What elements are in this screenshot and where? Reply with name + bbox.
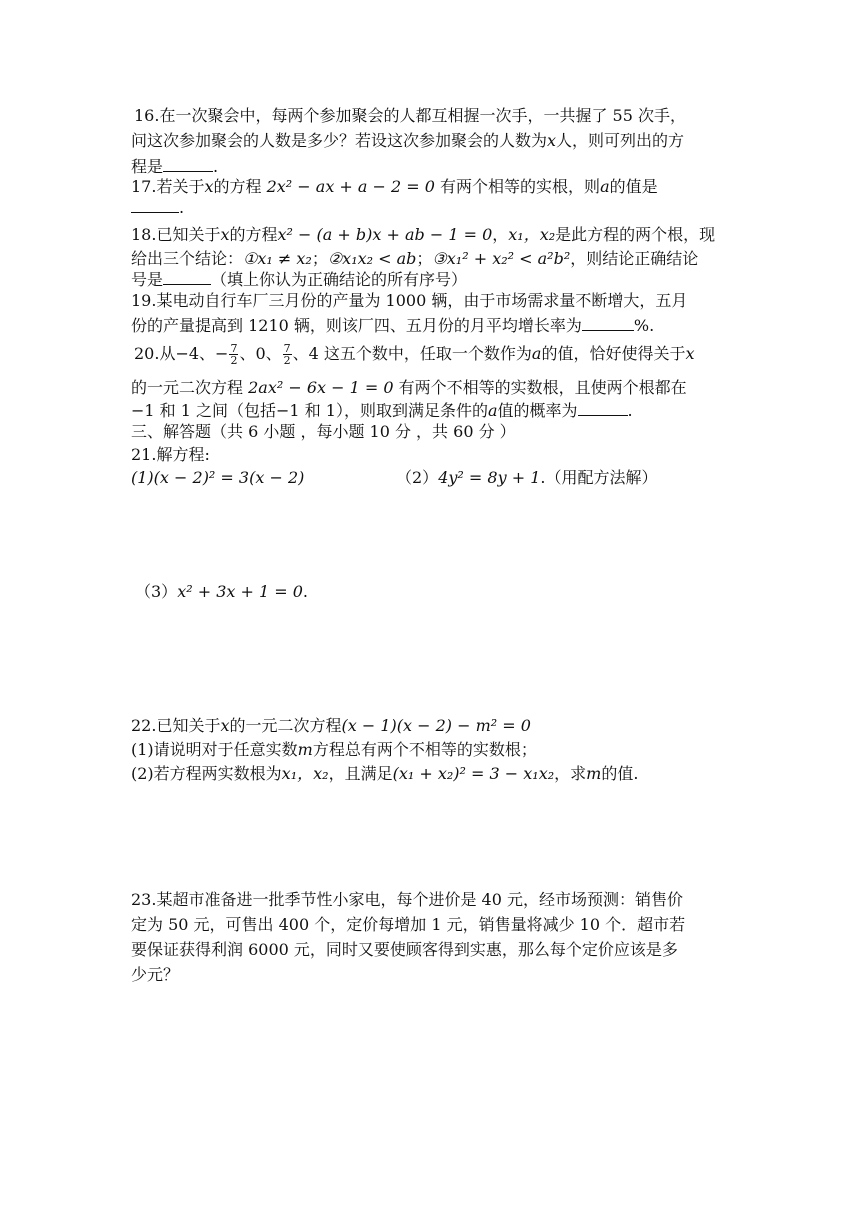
- q22-line2: (1)请说明对于任意实数m方程总有两个不相等的实数根；: [131, 740, 537, 759]
- q23-line4: 少元？: [131, 965, 180, 984]
- q18-line1: 18.已知关于x的方程x² − (a + b)x + ab − 1 = 0，x₁，x₂是此方程的两个根，现: [131, 225, 716, 244]
- q18-line2: 给出三个结论：①x₁ ≠ x₂；②x₁x₂ < ab；③x₁² + x₂² < a²b²，则结论正确结论: [131, 249, 699, 268]
- q16-line3: 程是 .: [131, 157, 219, 176]
- q17-line1: 17.若关于x的方程 2x² − ax + a − 2 = 0 有两个相等的实根，则a的值是: [131, 177, 658, 196]
- section-heading: 三、解答题（共 6 小题 ，每小题 10 分 ，共 60 分 ）: [131, 422, 516, 441]
- q23-line2: 定为 50 元，可售出 400 个，定价每增加 1 元，销售量将减少 10 个．超市若: [131, 915, 686, 934]
- q21-part1: (1)(x − 2)² = 3(x − 2): [131, 468, 305, 487]
- q20-line2: 的一元二次方程 2ax² − 6x − 1 = 0 有两个不相等的实数根，且使两个根都在: [131, 378, 687, 397]
- q22-line1: 22.已知关于x的一元二次方程(x − 1)(x − 2) − m² = 0: [131, 716, 531, 735]
- answer-blank[interactable]: [131, 196, 179, 213]
- q21-title: 21.解方程:: [131, 445, 210, 464]
- q21-part2: （2）4y² = 8y + 1.（用配方法解）: [396, 468, 658, 487]
- answer-blank[interactable]: [163, 268, 211, 285]
- fraction: $\frac{7}{2}$: [283, 342, 291, 367]
- q23-line1: 23.某超市准备进一批季节性小家电，每个进价是 40 元，经市场预测：销售价: [131, 890, 683, 909]
- answer-blank[interactable]: [578, 399, 628, 416]
- q16-line2: 问这次参加聚会的人数是多少？若设这次参加聚会的人数为x人，则可列出的方: [131, 131, 685, 150]
- q22-line3: (2)若方程两实数根为x₁，x₂，且满足(x₁ + x₂)² = 3 − x₁x₂，求m的值.: [131, 764, 639, 783]
- q23-line3: 要保证获得利润 6000 元，同时又要使顾客得到实惠，那么每个定价应该是多: [131, 940, 678, 959]
- fraction: $\frac{7}{2}$: [230, 342, 238, 367]
- answer-blank[interactable]: [582, 314, 634, 331]
- answer-blank[interactable]: [163, 155, 213, 172]
- q19-line2: 份的产量提高到 1210 辆，则该厂四、五月份的月平均增长率为 %.: [131, 316, 655, 335]
- q19-line1: 19.某电动自行车厂三月份的产量为 1000 辆，由于市场需求量不断增大，五月: [131, 291, 688, 310]
- q21-part3: （3）x² + 3x + 1 = 0.: [135, 582, 309, 601]
- q18-line3: 号是 （填上你认为正确结论的所有序号）: [131, 270, 468, 289]
- q16-line1: 16.在一次聚会中，每两个参加聚会的人都互相握一次手，一共握了 55 次手，: [134, 106, 686, 125]
- q20-line3: −1 和 1 之间（包括−1 和 1），则取到满足条件的a值的概率为 .: [131, 401, 633, 420]
- q17-line2: .: [131, 196, 184, 219]
- q20-line1: 20.从−4、− $\frac{7}{2}$ 、0、 $\frac{7}{2}$ 、4 这五个数中，任取一个数作为a的值，恰好使得关于x: [134, 342, 695, 367]
